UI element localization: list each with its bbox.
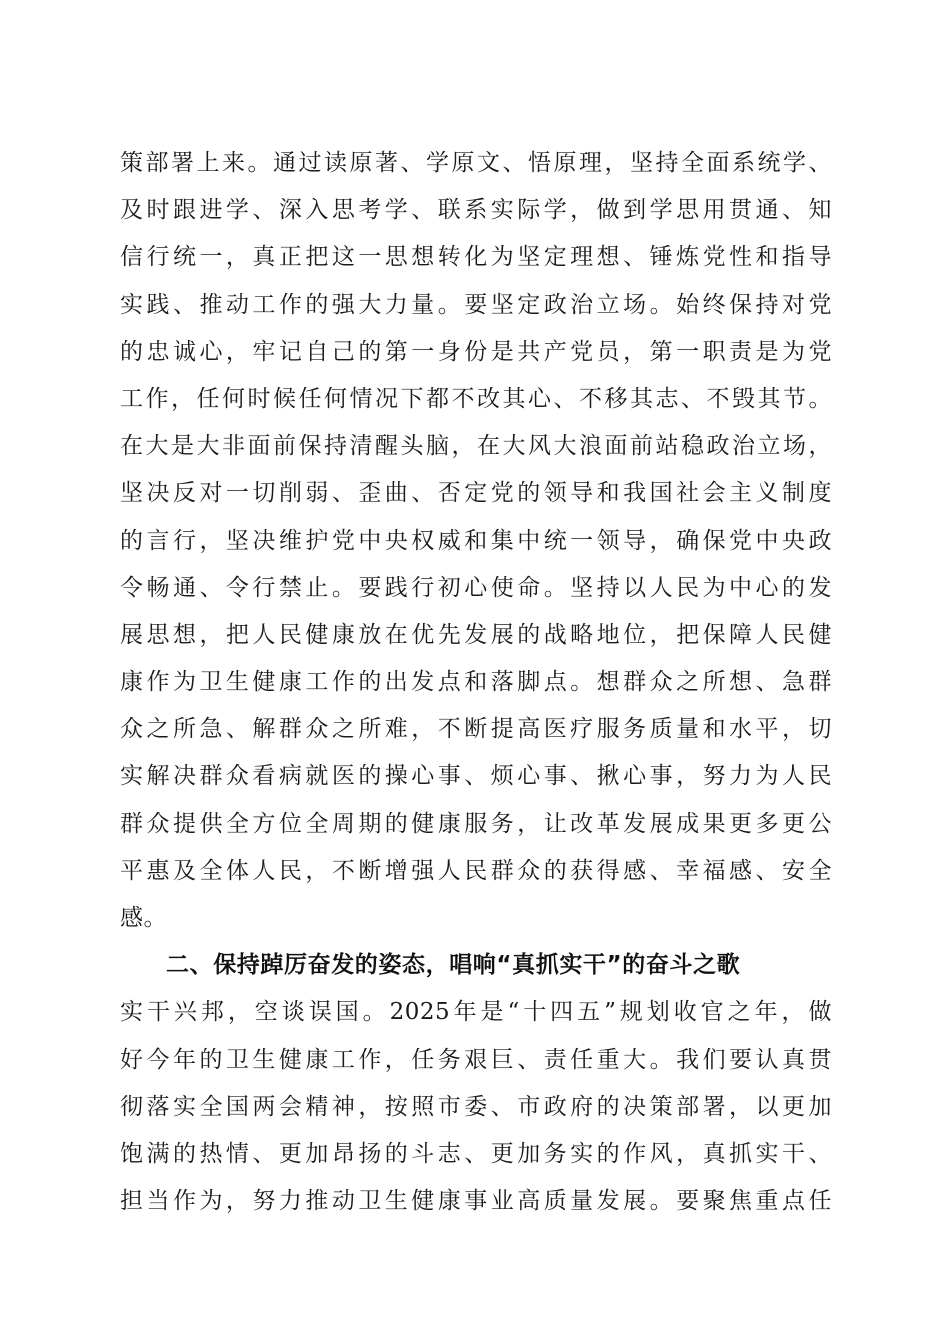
paragraph-line: 令畅通、令行禁止。要践行初心使命。坚持以人民为中心的发 — [120, 574, 832, 601]
paragraph-line: 担当作为，努力推动卫生健康事业高质量发展。要聚焦重点任 — [120, 1188, 832, 1215]
paragraph-line: 彻落实全国两会精神，按照市委、市政府的决策部署，以更加 — [120, 1093, 832, 1120]
paragraph-line: 展思想，把人民健康放在优先发展的战略地位，把保障人民健 — [120, 621, 832, 648]
paragraph-line: 实干兴邦，空谈误国。2025年是“十四五”规划收官之年，做 — [120, 999, 832, 1026]
paragraph-line: 策部署上来。通过读原著、学原文、悟原理，坚持全面系统学、 — [120, 150, 832, 176]
paragraph-line: 饱满的热情、更加昂扬的斗志、更加务实的作风，真抓实干、 — [120, 1140, 832, 1167]
paragraph-line: 众之所急、解群众之所难，不断提高医疗服务质量和水平，切 — [120, 716, 832, 743]
paragraph-line: 平惠及全体人民，不断增强人民群众的获得感、幸福感、安全 — [120, 857, 832, 884]
paragraph-line: 的言行，坚决维护党中央权威和集中统一领导，确保党中央政 — [120, 527, 832, 554]
paragraph-line: 实践、推动工作的强大力量。要坚定政治立场。始终保持对党 — [120, 291, 832, 318]
paragraph-line: 坚决反对一切削弱、歪曲、否定党的领导和我国社会主义制度 — [120, 480, 832, 507]
paragraph-line: 及时跟进学、深入思考学、联系实际学，做到学思用贯通、知 — [120, 197, 832, 224]
paragraph-line: 好今年的卫生健康工作，任务艰巨、责任重大。我们要认真贯 — [120, 1046, 832, 1073]
paragraph-line: 感。 — [120, 905, 167, 931]
paragraph-line: 信行统一，真正把这一思想转化为坚定理想、锤炼党性和指导 — [120, 244, 832, 271]
paragraph-line: 实解决群众看病就医的操心事、烦心事、揪心事，努力为人民 — [120, 763, 832, 790]
paragraph-line: 康作为卫生健康工作的出发点和落脚点。想群众之所想、急群 — [120, 669, 832, 696]
paragraph-line: 群众提供全方位全周期的健康服务，让改革发展成果更多更公 — [120, 810, 832, 837]
paragraph-line: 在大是大非面前保持清醒头脑，在大风大浪面前站稳政治立场， — [120, 433, 832, 460]
paragraph-line: 的忠诚心，牢记自己的第一身份是共产党员，第一职责是为党 — [120, 338, 832, 365]
document-body — [120, 140, 832, 1225]
paragraph-practical-work — [120, 989, 832, 1225]
paragraph-political-stance — [120, 140, 832, 942]
section-heading: 二、保持踔厉奋发的姿态，唱响“真抓实干”的奋斗之歌 — [166, 952, 741, 979]
paragraph-line: 工作，任何时候任何情况下都不改其心、不移其志、不毁其节。 — [120, 385, 832, 412]
